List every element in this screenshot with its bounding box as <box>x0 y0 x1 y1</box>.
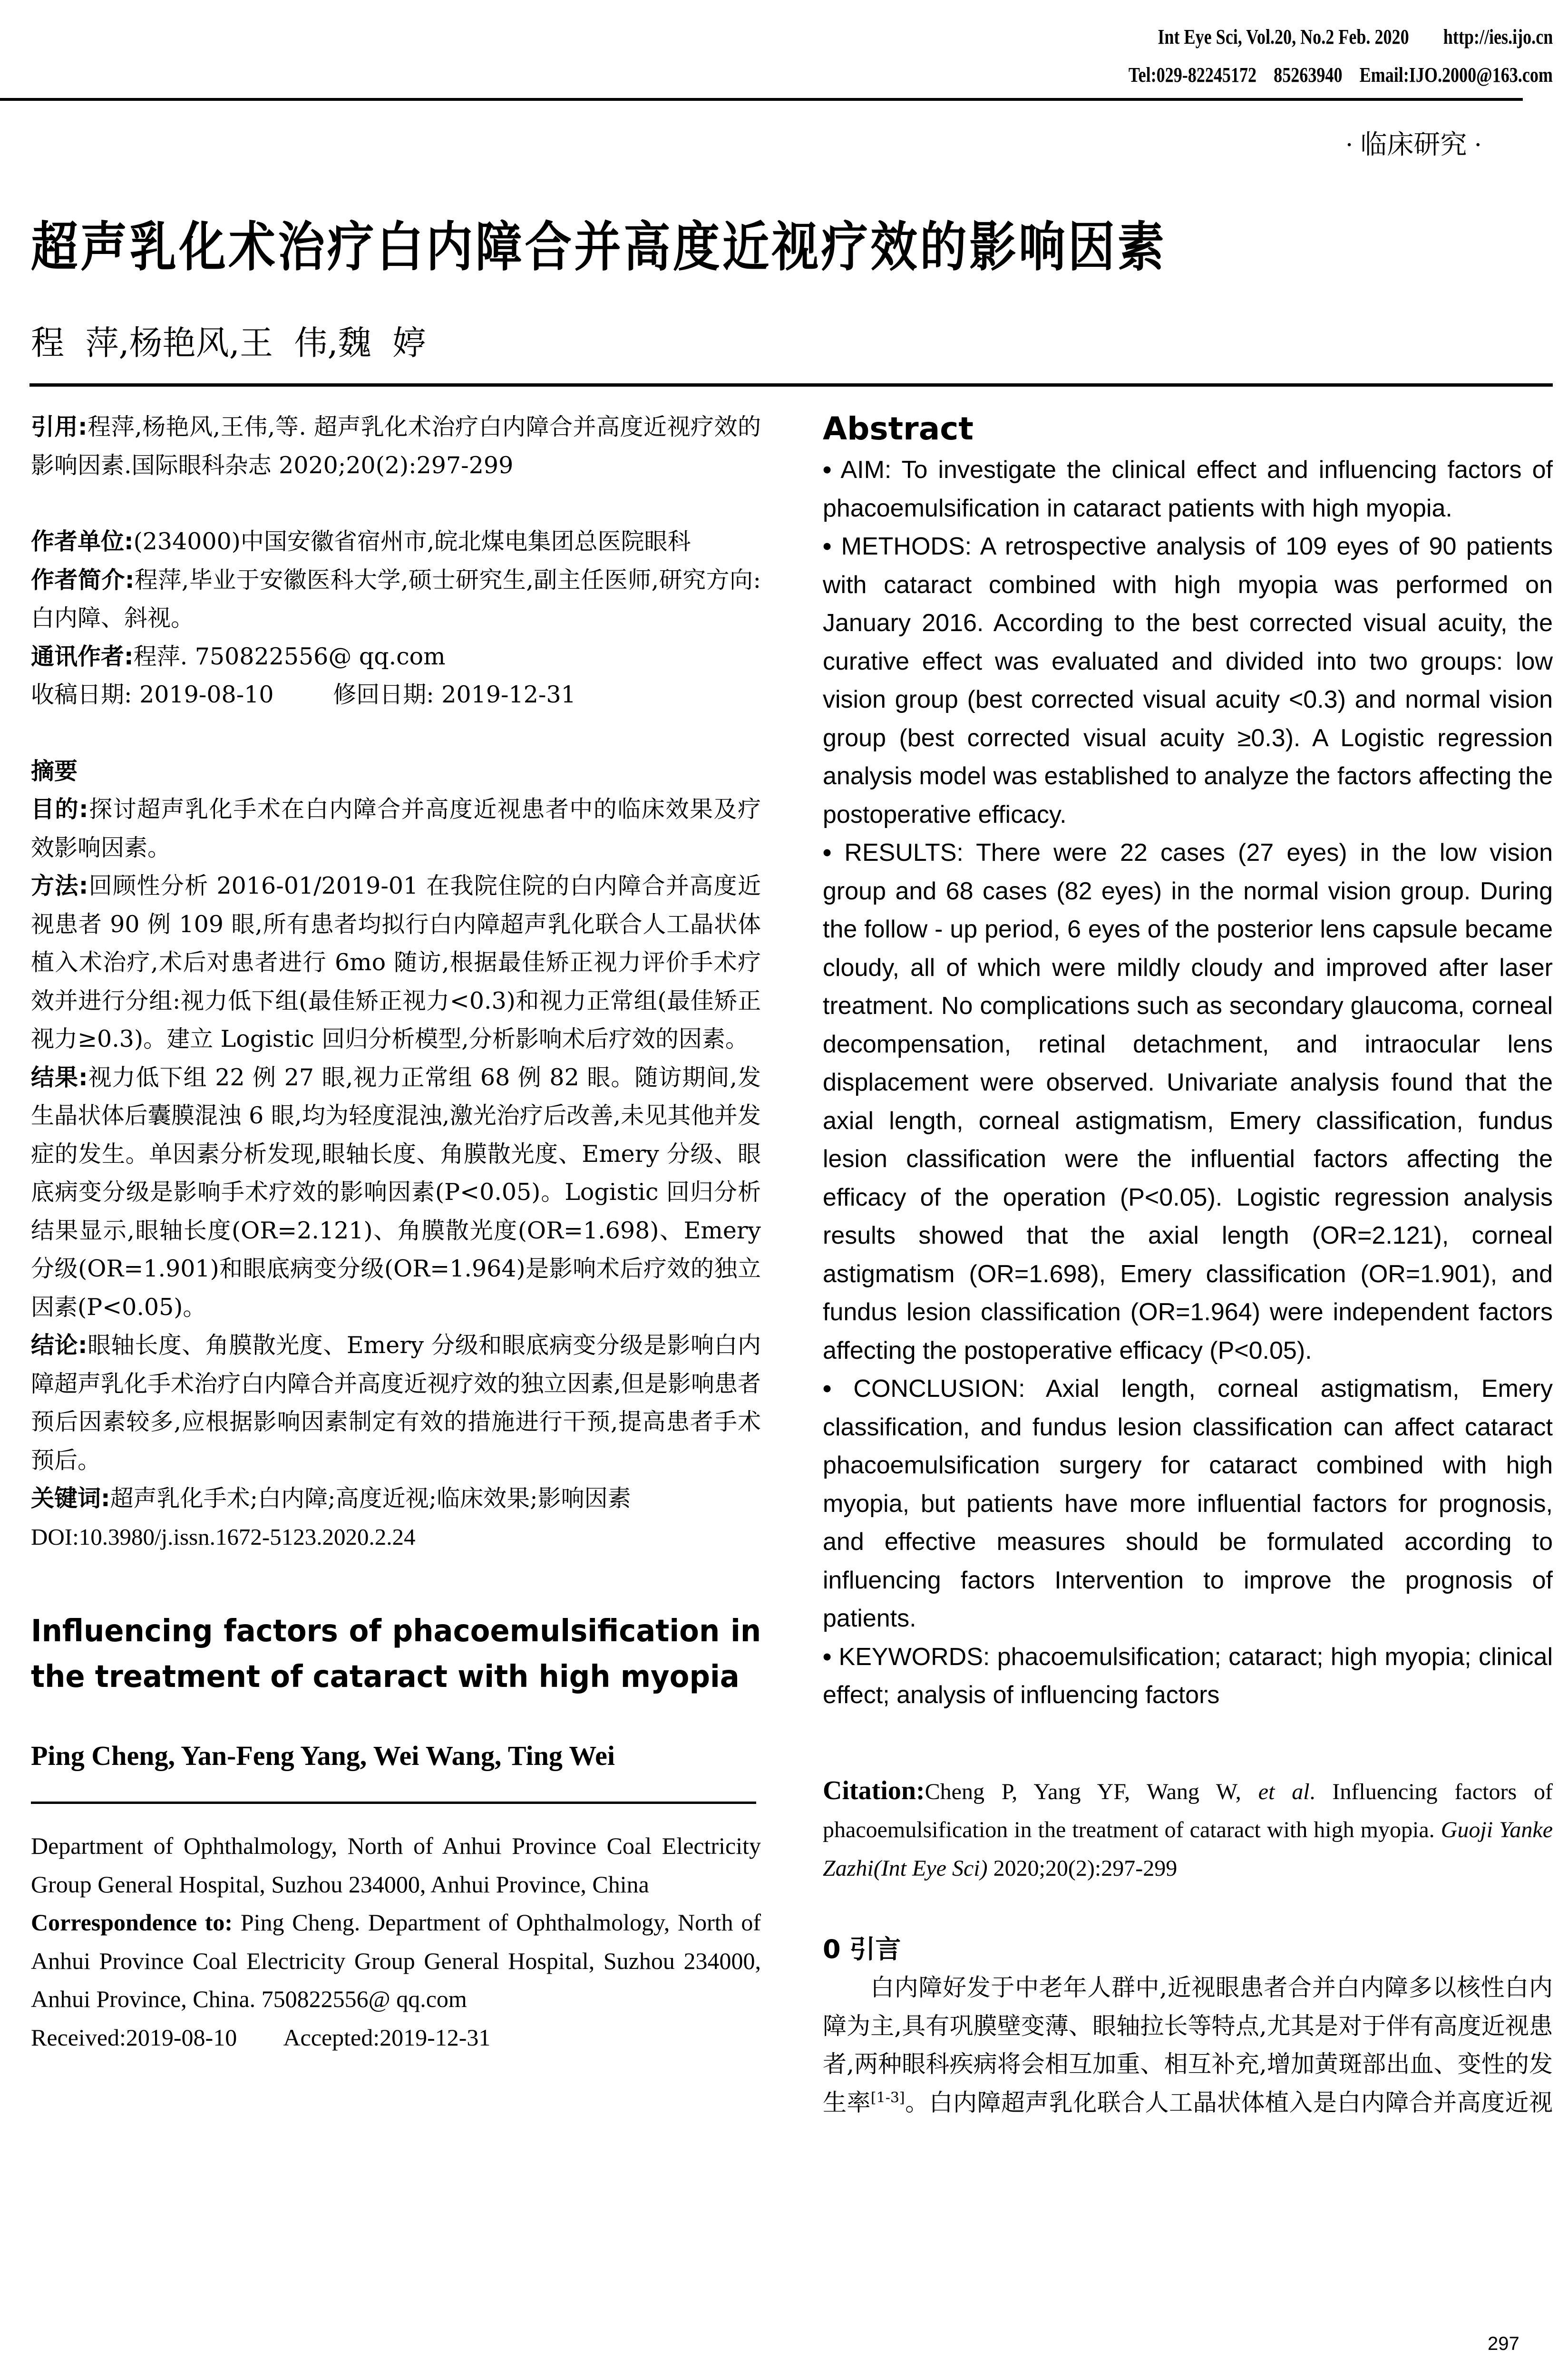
right-column <box>823 408 1553 2122</box>
revised-date-cn: 修回日期: 2019-12-31 <box>333 681 576 708</box>
citation-en-journal: Guoji Yanke Zazhi(Int Eye Sci) <box>823 1817 1553 1881</box>
citation-en-title: . Influencing factors of phacoemulsification in the treatment of cataract with high myopia. <box>823 1779 1553 1842</box>
citation-cn-text: 程萍,杨艳风,王伟,等. 超声乳化术治疗白内障合并高度近视疗效的影响因素.国际眼科杂志 2020;20(2):297-299 <box>31 413 761 479</box>
intro-text: 白内障好发于中老年人群中,近视眼患者合并白内障多以核性白内障为主,具有巩膜壁变薄、眼轴拉长等特点,尤其是对于伴有高度近视患者,两种眼科疾病将会相互加重、相互补充,增加黄斑部出血、变性的发生率 <box>823 1974 1553 2116</box>
doi: DOI:10.3980/j.issn.1672-5123.2020.2.24 <box>31 1523 416 1550</box>
dates-en <box>31 2018 761 2057</box>
intro-heading: 0 引言 <box>823 1934 901 1964</box>
abstract-en-results <box>823 834 1553 1370</box>
page-number: 297 <box>1488 2333 1519 2354</box>
bullet-icon: • <box>823 533 832 560</box>
results-en-text: There were 22 cases (27 eyes) in the low vision group and 68 cases (82 eyes) in the normal vision group. During the follow - up period, 6 eyes of the posterior lens capsule became cloudy, all of which were mildly cloudy and improved after laser treatment. No complications such as secondary glaucoma, corneal decompensation, retinal detachment, and intraocular lens displacement were observed. Univariate analysis found that the axial length, corneal astigmatism, Emery classification, fundus lesion classification were the influential factors affecting the efficacy of the operation (P<0.05). Logistic regression analysis results showed that the axial length (OR=2.121), corneal astigmatism (OR=1.698), Emery classification (OR=1.901), and fundus lesion classification (OR=1.964) were independent factors affecting the postoperative efficacy (P<0.05). <box>823 839 1553 1364</box>
authors-rule <box>31 1802 756 1804</box>
received-date-cn: 收稿日期: 2019-08-10 <box>31 681 274 708</box>
title-rule <box>29 383 1553 387</box>
aim-en-label: AIM: <box>840 456 892 484</box>
corresponding-author <box>31 638 761 676</box>
abstract-cn-aim <box>31 790 761 867</box>
abstract-en-methods <box>823 527 1553 834</box>
methods-en-text: A retrospective analysis of 109 eyes of 90 patients with cataract combined with high myopia was performed on January 2016. According to the best corrected visual acuity, the curative effect was evaluated and divided into two groups: low vision group (best corrected visual acuity <0.3) and normal vision group (best corrected visual acuity ≥0.3). A Logistic regression analysis model was established to analyze the factors affecting the postoperative efficacy. <box>823 533 1553 828</box>
citation-en <box>823 1772 1553 1888</box>
keywords-en-label: KEYWORDS: <box>838 1643 990 1671</box>
correspondence-en <box>31 1903 761 2018</box>
affiliation-cn <box>31 523 761 561</box>
abstract-en-heading: Abstract <box>823 410 974 447</box>
methods-cn-text: 回顾性分析 2016-01/2019-01 在我院住院的白内障合并高度近视患者 90 例 109 眼,所有患者均拟行白内障超声乳化联合人工晶状体植入术治疗,术后对患者进行 6mo 随访,根据最佳矫正视力评价手术疗效并进行分组:视力低下组(最佳矫正视力<0.3)和视力正常组(最佳矫正视力≥0.3)。建立 Logistic 回归分析模型,分析影响术后疗效的因素。 <box>31 872 761 1052</box>
methods-en-label: METHODS: <box>841 533 972 560</box>
correspondence-en-label: Correspondence to: <box>31 1909 233 1936</box>
corresponding-author-text: 程萍. 750822556@ qq.com <box>133 643 446 670</box>
aim-cn-label: 目的: <box>31 796 88 823</box>
keywords-en-text: phacoemulsification; cataract; high myopia; clinical effect; analysis of influencing factors <box>823 1643 1553 1709</box>
dates-cn <box>31 676 761 714</box>
intro-reference[interactable]: [1-3] <box>870 2089 905 2106</box>
bullet-icon: • <box>823 456 832 484</box>
abstract-cn-conclusion <box>31 1326 761 1480</box>
author-bio <box>31 561 761 638</box>
keywords-cn-text: 超声乳化手术;白内障;高度近视;临床效果;影响因素 <box>110 1485 631 1512</box>
citation-en-volume: 2020;20(2):297-299 <box>993 1855 1178 1881</box>
conclusion-cn-label: 结论: <box>31 1332 88 1359</box>
conclusion-en-label: CONCLUSION: <box>853 1375 1025 1403</box>
article-title-cn: 超声乳化术治疗白内障合并高度近视疗效的影响因素 <box>31 216 1167 278</box>
abstract-en-keywords <box>823 1638 1553 1715</box>
abstract-cn-methods <box>31 867 761 1059</box>
results-cn-label: 结果: <box>31 1063 88 1091</box>
accepted-date-en: Accepted:2019-12-31 <box>283 2024 491 2051</box>
abstract-en-aim <box>823 451 1553 527</box>
intro-paragraph <box>823 1968 1553 2122</box>
abstract-cn-results <box>31 1059 761 1327</box>
authors-cn: 程 萍,杨艳风,王 伟,魏 婷 <box>31 323 426 362</box>
keywords-cn <box>31 1480 761 1518</box>
conclusion-cn-text: 眼轴长度、角膜散光度、Emery 分级和眼底病变分级是影响白内障超声乳化手术治疗白内障合并高度近视疗效的独立因素,但是影响患者预后因素较多,应根据影响因素制定有效的措施进行干预,提高患者手术预后。 <box>31 1332 761 1474</box>
left-column <box>31 408 761 2056</box>
bullet-icon: • <box>823 1643 832 1671</box>
header-rule <box>0 98 1523 101</box>
affiliation-cn-label: 作者单位: <box>31 528 134 555</box>
methods-cn-label: 方法: <box>31 872 88 899</box>
conclusion-en-text: Axial length, corneal astigmatism, Emery classification, and fundus lesion classification can affect cataract phacoemulsification surgery for cataract combined with high myopia, but patients have more influential factors for prognosis, and effective measures should be formulated according to influencing factors Intervention to improve the prognosis of patients. <box>823 1375 1553 1632</box>
section-tag: · 临床研究 · <box>1344 130 1482 160</box>
results-en-label: RESULTS: <box>844 839 964 867</box>
author-bio-label: 作者简介: <box>31 566 135 594</box>
article-title-en: Influencing factors of phacoemulsification in the treatment of cataract with high myopia <box>31 1614 761 1695</box>
citation-cn-label: 引用: <box>31 413 88 440</box>
keywords-cn-label: 关键词: <box>31 1485 110 1512</box>
abstract-en-conclusion <box>823 1370 1553 1638</box>
citation-cn <box>31 408 761 485</box>
citation-en-authors: Cheng P, Yang YF, Wang W, <box>925 1779 1241 1804</box>
author-bio-text: 程萍,毕业于安徽医科大学,硕士研究生,副主任医师,研究方向:白内障、斜视。 <box>31 566 761 632</box>
aim-cn-text: 探讨超声乳化手术在白内障合并高度近视患者中的临床效果及疗效影响因素。 <box>31 796 761 861</box>
aim-en-text: To investigate the clinical effect and influencing factors of phacoemulsification in cataract patients with high myopia. <box>823 456 1553 522</box>
correspondence-en-text: Ping Cheng. Department of Ophthalmology, North of Anhui Province Coal Electricity Group General Hospital, Suzhou 234000, Anhui Province, China. 750822556@ qq.com <box>31 1909 761 2012</box>
corresponding-author-label: 通讯作者: <box>31 643 134 670</box>
journal-header-line: Int Eye Sci, Vol.20, No.2 Feb. 2020 http://ies.ijo.cn <box>1158 25 1553 49</box>
authors-en: Ping Cheng, Yan-Feng Yang, Wei Wang, Ting Wei <box>31 1740 615 1771</box>
bullet-icon: • <box>823 1375 832 1403</box>
affiliation-cn-text: (234000)中国安徽省宿州市,皖北煤电集团总医院眼科 <box>133 528 691 555</box>
bullet-icon: • <box>823 839 832 867</box>
citation-en-label: Citation: <box>823 1775 925 1805</box>
journal-contact-line: Tel:029-82245172 85263940 Email:IJO.2000@163.com <box>1128 63 1553 87</box>
abstract-cn-heading: 摘要 <box>31 757 78 785</box>
results-cn-text: 视力低下组 22 例 27 眼,视力正常组 68 例 82 眼。随访期间,发生晶状体后囊膜混浊 6 眼,均为轻度混浊,激光治疗后改善,未见其他并发症的发生。单因素分析发现,眼轴长度、角膜散光度、Emery 分级、眼底病变分级是影响手术疗效的影响因素(P<0.05)。Logistic 回归分析结果显示,眼轴长度(OR=2.121)、角膜散光度(OR=1.698)、Emery 分级(OR=1.901)和眼底病变分级(OR=1.964)是影响术后疗效的独立因素(P<0.05)。 <box>31 1063 761 1321</box>
intro-text-continued: 。白内障超声乳化联合人工晶状体植入是白内障合并高度近视 <box>905 2088 1553 2116</box>
received-date-en: Received:2019-08-10 <box>31 2024 237 2051</box>
department-en: Department of Ophthalmology, North of Anhui Province Coal Electricity Group General Hospital, Suzhou 234000, Anhui Province, China <box>31 1832 761 1898</box>
citation-en-etal: et al <box>1258 1779 1310 1804</box>
